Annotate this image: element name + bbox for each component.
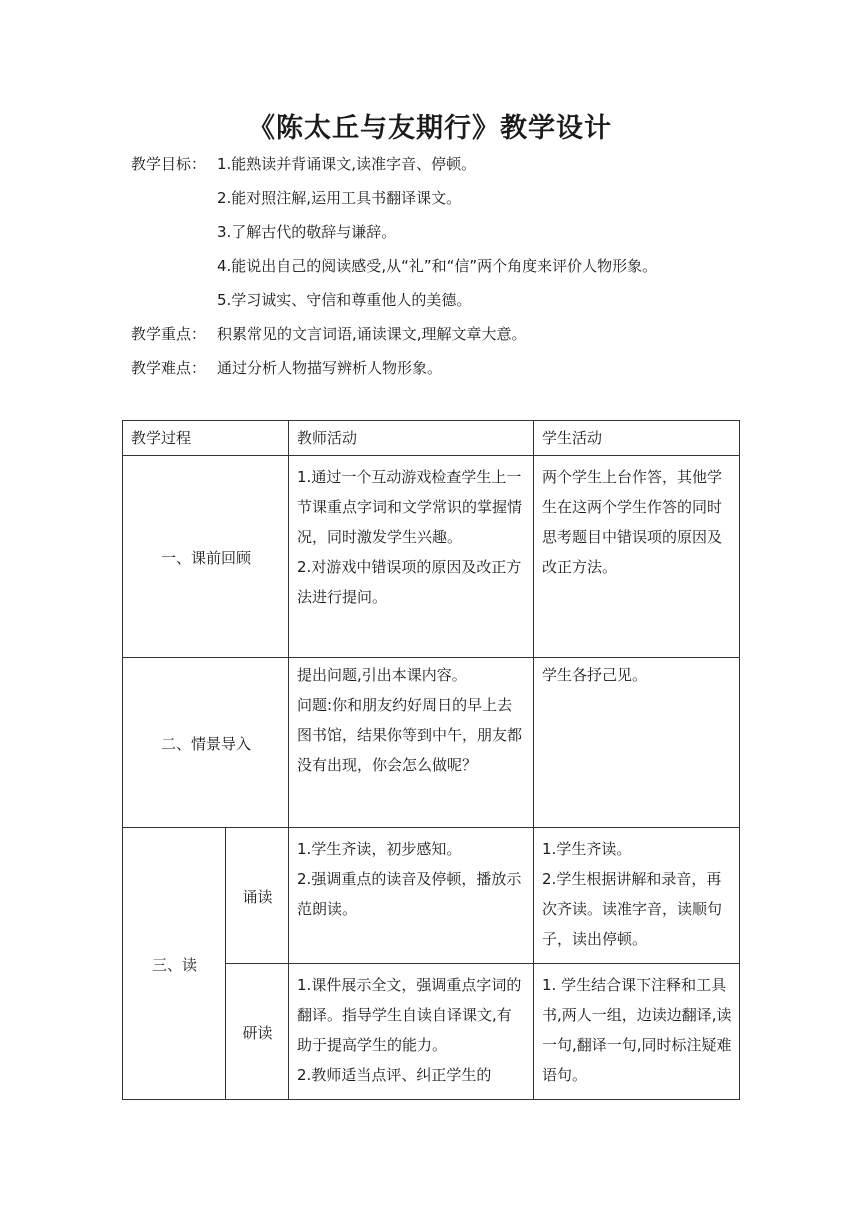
student-activity-text: 学生各抒己见。 xyxy=(542,666,648,684)
substage-cell: 研读 xyxy=(226,964,289,1100)
header-process: 教学过程 xyxy=(123,421,289,456)
key-points-row xyxy=(131,324,657,358)
teacher-activity-text: 1.学生齐读，初步感知。 xyxy=(297,840,462,858)
teacher-activity-text: 1.通过一个互动游戏检查学生上一节课重点字词和文学常识的掌握情况，同时激发学生兴趣。 xyxy=(297,468,523,546)
objective-item: 2.能对照注解,运用工具书翻译课文。 xyxy=(217,189,462,207)
key-points-text: 积累常见的文言词语,诵读课文,理解文章大意。 xyxy=(217,325,527,343)
difficulties-text: 通过分析人物描写辨析人物形象。 xyxy=(217,359,443,377)
table-row xyxy=(123,456,740,658)
objective-item: 4.能说出自己的阅读感受,从“礼”和“信”两个角度来评价人物形象。 xyxy=(217,257,658,275)
teacher-activity-text: 2.强调重点的读音及停顿，播放示范朗读。 xyxy=(297,870,522,918)
objective-row xyxy=(131,222,657,256)
objective-row xyxy=(131,154,657,188)
document-title: 《陈太丘与友期行》教学设计 xyxy=(248,113,612,144)
teacher-activity-cell xyxy=(289,828,534,964)
student-activity-cell xyxy=(534,456,740,658)
table-row xyxy=(123,658,740,828)
teacher-activity-text: 1.课件展示全文，强调重点字词的翻译。指导学生自读自译课文,有助于提高学生的能力。 xyxy=(297,976,522,1054)
table-row xyxy=(123,828,740,964)
teacher-activity-text: 2.对游戏中错误项的原因及改正方法进行提问。 xyxy=(297,558,522,606)
objectives-label: 教学目标： xyxy=(131,155,207,173)
objective-row xyxy=(131,188,657,222)
teaching-goals-section xyxy=(131,154,657,392)
key-points-label: 教学重点： xyxy=(131,325,207,343)
student-activity-cell xyxy=(534,964,740,1100)
stage-cell: 一、课前回顾 xyxy=(123,456,289,658)
teacher-activity-text: 2.教师适当点评、纠正学生的 xyxy=(297,1066,492,1084)
objective-item: 1.能熟读并背诵课文,读准字音、停顿。 xyxy=(217,155,477,173)
objective-item: 3.了解古代的敬辞与谦辞。 xyxy=(217,223,397,241)
student-activity-cell xyxy=(534,828,740,964)
student-activity-cell xyxy=(534,658,740,828)
teacher-activity-text: 提出问题,引出本课内容。 xyxy=(297,666,467,684)
objective-row xyxy=(131,290,657,324)
stage-cell: 二、情景导入 xyxy=(123,658,289,828)
difficulties-row xyxy=(131,358,657,392)
header-student: 学生活动 xyxy=(534,421,740,456)
objective-item: 5.学习诚实、守信和尊重他人的美德。 xyxy=(217,291,472,309)
teacher-activity-text: 问题:你和朋友约好周日的早上去图书馆，结果你等到中午，朋友都没有出现，你会怎么做呢？ xyxy=(297,696,523,774)
student-activity-text: 两个学生上台作答，其他学生在这两个学生作答的同时思考题目中错误项的原因及改正方法。 xyxy=(542,468,723,576)
difficulties-label: 教学难点： xyxy=(131,359,207,377)
teacher-activity-cell xyxy=(289,964,534,1100)
teacher-activity-cell xyxy=(289,658,534,828)
student-activity-text: 1.学生齐读。 xyxy=(542,840,632,858)
objective-row xyxy=(131,256,657,290)
teacher-activity-cell xyxy=(289,456,534,658)
student-activity-text: 2.学生根据讲解和录音，再次齐读。读准字音，读顺句子，读出停顿。 xyxy=(542,870,723,948)
substage-cell: 诵读 xyxy=(226,828,289,964)
student-activity-text: 1. 学生结合课下注释和工具书,两人一组，边读边翻译,读一句,翻译一句,同时标注疑难语句。 xyxy=(542,976,732,1084)
header-teacher: 教师活动 xyxy=(289,421,534,456)
lesson-plan-table xyxy=(122,420,740,1100)
stage-cell: 三、读 xyxy=(123,828,226,1100)
table-header-row xyxy=(123,421,740,456)
